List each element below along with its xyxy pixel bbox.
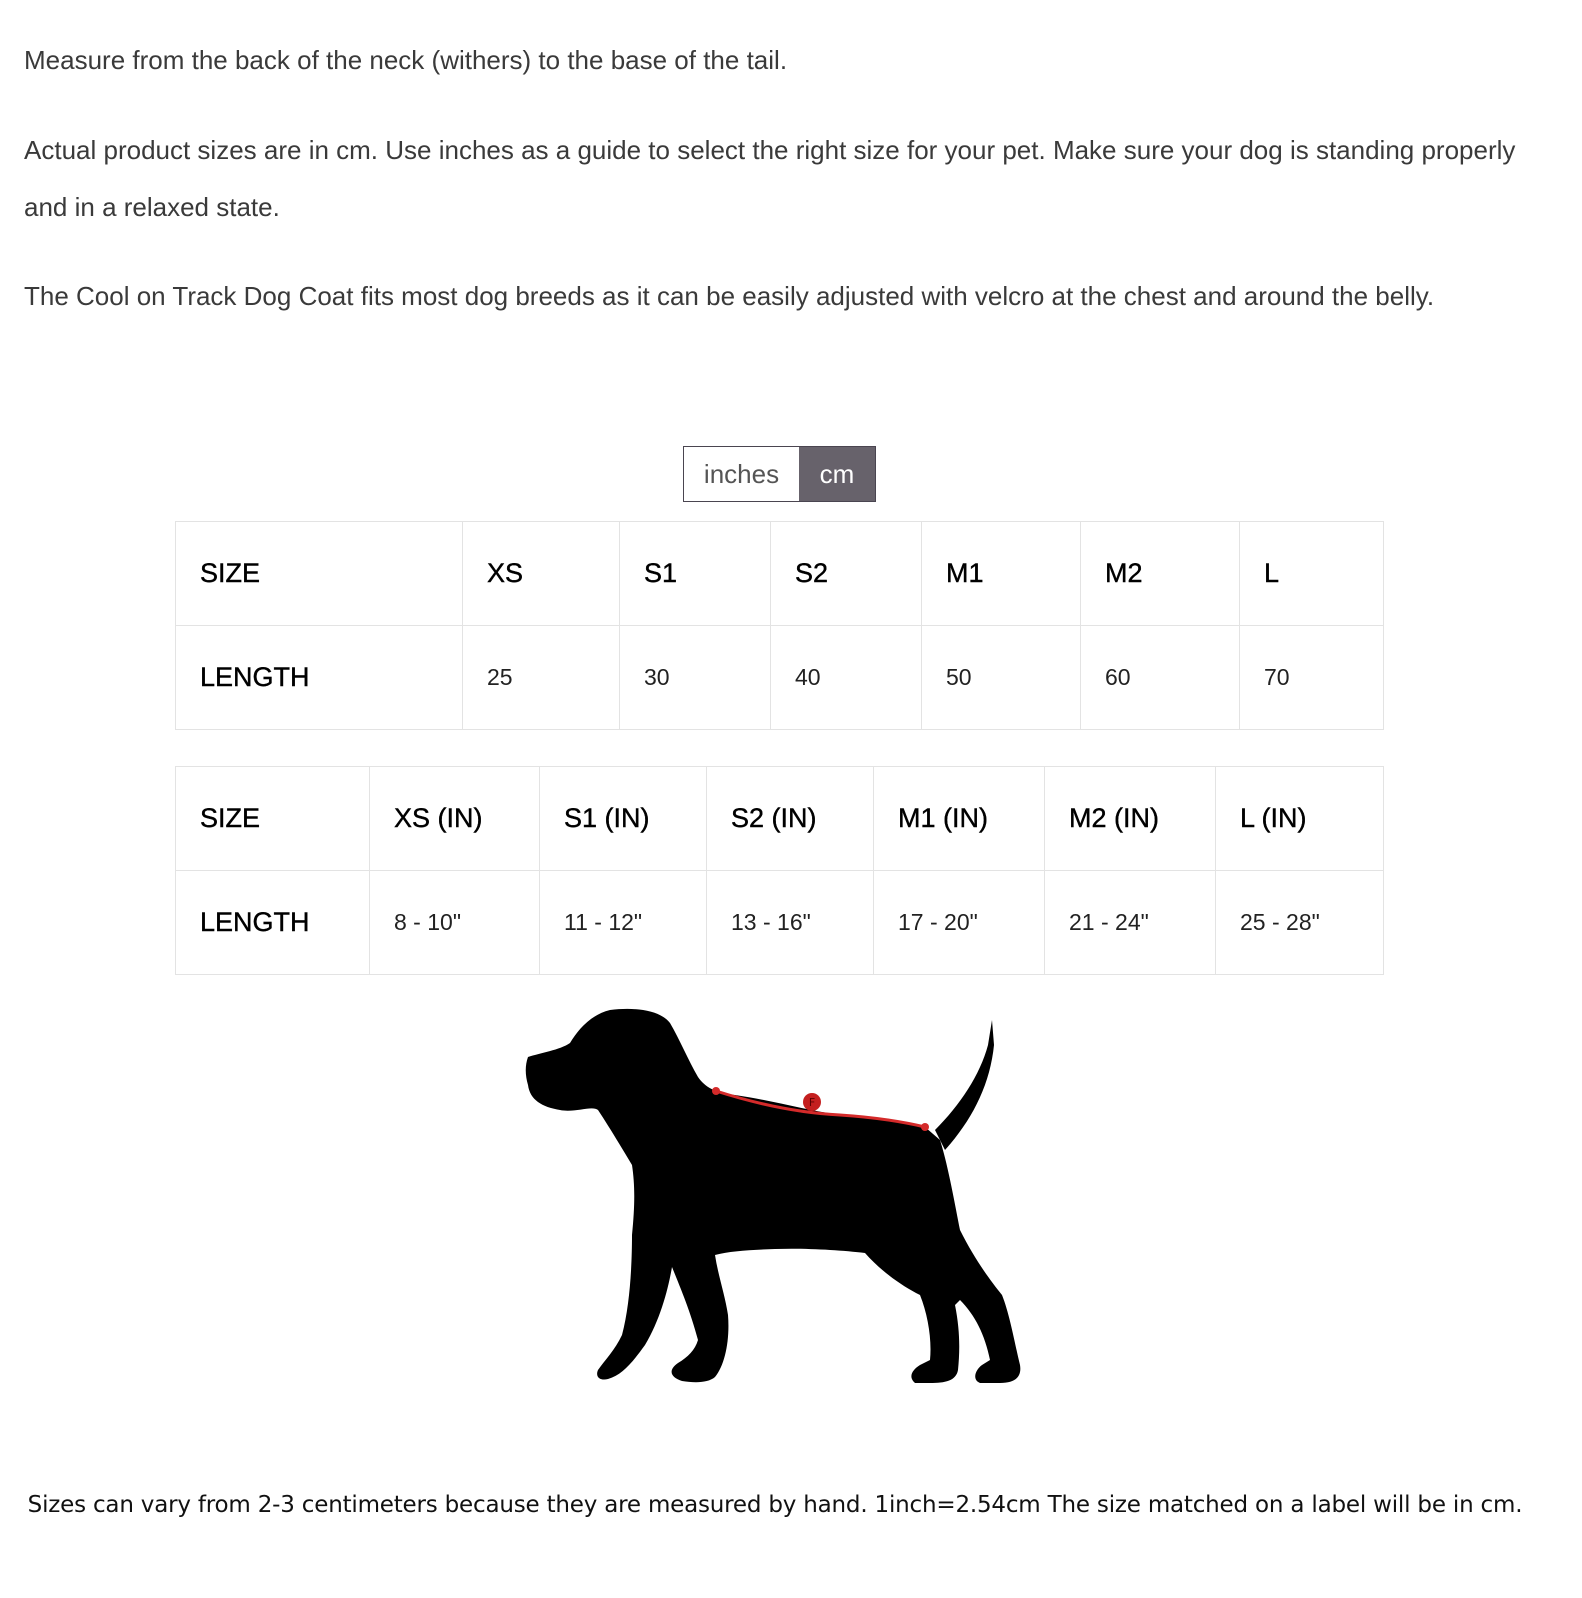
table-cell: 17 - 20" <box>874 871 1045 975</box>
table-header-cell: M2 (IN) <box>1045 767 1216 871</box>
size-table-cm <box>175 521 1384 730</box>
dog-silhouette-icon <box>520 1005 1030 1390</box>
size-table-inches <box>175 766 1384 975</box>
unit-toggle <box>683 446 876 502</box>
table-header-cell: XS (IN) <box>370 767 540 871</box>
table-header-cell: S1 (IN) <box>540 767 707 871</box>
table-cell: 40 <box>771 626 922 730</box>
fit-description: The Cool on Track Dog Coat fits most dog breeds as it can be easily adjusted with velcro at the chest and around the belly. <box>24 281 1435 311</box>
table-cell: 8 - 10" <box>370 871 540 975</box>
table-row <box>176 626 1384 730</box>
unit-inches-button[interactable]: inches <box>684 447 799 501</box>
table-cell: 50 <box>922 626 1081 730</box>
measurement-marker-label: F <box>808 1096 816 1109</box>
table-row <box>176 871 1384 975</box>
table-header-cell: L (IN) <box>1216 767 1384 871</box>
table-header-cell: M2 <box>1081 522 1240 626</box>
measurement-start-dot <box>712 1087 720 1095</box>
table-row-label: LENGTH <box>176 626 463 730</box>
dog-silhouette <box>526 1009 1021 1383</box>
table-cell: 25 - 28" <box>1216 871 1384 975</box>
table-header-cell: S2 <box>771 522 922 626</box>
dog-tail <box>935 1020 994 1150</box>
table-cell: 13 - 16" <box>707 871 874 975</box>
table-header-cell: S2 (IN) <box>707 767 874 871</box>
table-row-label: LENGTH <box>176 871 370 975</box>
table-header-cell: SIZE <box>176 767 370 871</box>
size-guide-note: Actual product sizes are in cm. Use inches as a guide to select the right size for your pet. Make sure your dog is standing properly and in a relaxed state. <box>24 135 1516 222</box>
dog-measurement-illustration <box>520 1005 1030 1390</box>
table-header-cell: S1 <box>620 522 771 626</box>
table-cell: 25 <box>463 626 620 730</box>
footnote: Sizes can vary from 2-3 centimeters because they are measured by hand. 1inch=2.54cm The size matched on a label will be in cm. <box>27 1492 1523 1518</box>
table-cell: 21 - 24" <box>1045 871 1216 975</box>
table-row <box>176 522 1384 626</box>
table-header-cell: M1 (IN) <box>874 767 1045 871</box>
table-header-cell: M1 <box>922 522 1081 626</box>
table-header-cell: XS <box>463 522 620 626</box>
table-row <box>176 767 1384 871</box>
table-header-cell: SIZE <box>176 522 463 626</box>
measure-instruction: Measure from the back of the neck (withers) to the base of the tail. <box>24 45 788 75</box>
measurement-end-dot <box>921 1123 929 1131</box>
table-cell: 30 <box>620 626 771 730</box>
unit-cm-button[interactable]: cm <box>799 447 875 501</box>
table-cell: 60 <box>1081 626 1240 730</box>
table-header-cell: L <box>1240 522 1384 626</box>
table-cell: 70 <box>1240 626 1384 730</box>
table-cell: 11 - 12" <box>540 871 707 975</box>
